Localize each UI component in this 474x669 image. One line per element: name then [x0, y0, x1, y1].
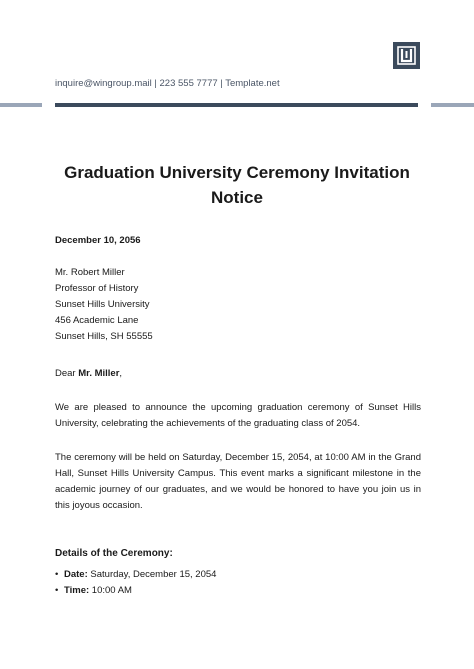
recipient-name: Mr. Robert Miller [55, 267, 125, 278]
list-item [55, 567, 216, 583]
paragraph-announcement: We are pleased to announce the upcoming graduation ceremony of Sunset Hills University, celebrating the achievements of the graduating class of 2054. [55, 402, 421, 429]
recipient-street: 456 Academic Lane [55, 315, 139, 326]
details-list [55, 567, 216, 599]
detail-label: Date: [64, 569, 88, 580]
detail-value: Saturday, December 15, 2054 [87, 569, 217, 580]
header-rule-main [55, 103, 418, 107]
brand-logo-icon [393, 42, 420, 69]
header-rule-left [0, 103, 42, 107]
paragraph-ceremony-info: The ceremony will be held on Saturday, December 15, 2054, at 10:00 AM in the Grand Hall, Sunset Hills University Campus. This event marks a significant milestone in the academic journey of our graduates, and we would be honored to have you join us in this joyous occasion. [55, 452, 421, 511]
letter-date: December 10, 2056 [55, 235, 141, 246]
list-item [55, 583, 216, 599]
detail-value: 10:00 AM [89, 585, 132, 596]
recipient-position: Professor of History [55, 283, 139, 294]
details-heading: Details of the Ceremony: [55, 548, 173, 559]
detail-label: Time: [64, 585, 90, 596]
recipient-address [55, 265, 421, 345]
greeting-prefix: Dear [55, 368, 79, 379]
greeting [55, 366, 421, 382]
title-line-2: Notice [211, 188, 263, 207]
header-rule-right [431, 103, 474, 107]
greeting-name: Mr. Miller [78, 368, 120, 379]
title-line-1: Graduation University Ceremony Invitation [64, 163, 410, 182]
recipient-organization: Sunset Hills University [55, 299, 150, 310]
contact-info: inquire@wingroup.mail | 223 555 7777 | Template.net [55, 78, 280, 89]
page-title [40, 160, 434, 210]
greeting-suffix: , [119, 368, 123, 379]
recipient-city: Sunset Hills, SH 55555 [55, 331, 153, 342]
